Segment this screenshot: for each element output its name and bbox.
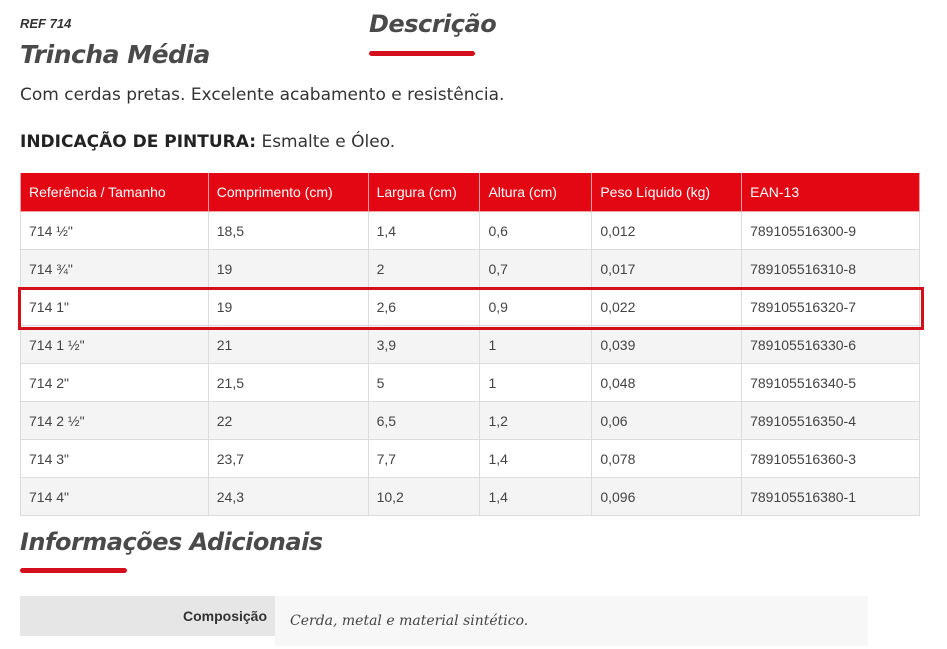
cell-altura: 1,2 bbox=[480, 402, 592, 440]
header-altura: Altura (cm) bbox=[480, 173, 592, 212]
cell-altura: 0,7 bbox=[480, 250, 592, 288]
cell-comprimento: 21,5 bbox=[208, 364, 368, 402]
cell-peso: 0,048 bbox=[592, 364, 742, 402]
cell-peso: 0,06 bbox=[592, 402, 742, 440]
cell-largura: 6,5 bbox=[368, 402, 480, 440]
cell-peso: 0,078 bbox=[592, 440, 742, 478]
table-row bbox=[21, 440, 920, 478]
cell-largura: 5 bbox=[368, 364, 480, 402]
table-header-row bbox=[21, 173, 920, 212]
cell-referencia: 714 ½" bbox=[21, 212, 209, 250]
cell-altura: 1,4 bbox=[480, 478, 592, 516]
cell-ean: 789105516360-3 bbox=[742, 440, 920, 478]
cell-comprimento: 21 bbox=[208, 326, 368, 364]
cell-referencia: 714 1 ½" bbox=[21, 326, 209, 364]
cell-referencia: 714 3" bbox=[21, 440, 209, 478]
header-peso: Peso Líquido (kg) bbox=[592, 173, 742, 212]
cell-referencia: 714 2 ½" bbox=[21, 402, 209, 440]
cell-comprimento: 24,3 bbox=[208, 478, 368, 516]
indicacao-label: INDICAÇÃO DE PINTURA: bbox=[20, 132, 257, 152]
cell-largura: 1,4 bbox=[368, 212, 480, 250]
table-row-highlighted bbox=[21, 288, 920, 326]
table-row bbox=[21, 402, 920, 440]
cell-referencia: 714 4" bbox=[21, 478, 209, 516]
table-row bbox=[21, 478, 920, 516]
indicacao-pintura bbox=[20, 132, 395, 152]
cell-largura: 7,7 bbox=[368, 440, 480, 478]
cell-peso: 0,012 bbox=[592, 212, 742, 250]
cell-ean: 789105516350-4 bbox=[742, 402, 920, 440]
cell-ean: 789105516310-8 bbox=[742, 250, 920, 288]
table-row bbox=[21, 212, 920, 250]
header-ean: EAN-13 bbox=[742, 173, 920, 212]
cell-peso: 0,096 bbox=[592, 478, 742, 516]
section-heading-informacoes: Informações Adicionais bbox=[20, 528, 323, 556]
cell-altura: 1 bbox=[480, 364, 592, 402]
cell-altura: 1,4 bbox=[480, 440, 592, 478]
table-row bbox=[21, 250, 920, 288]
cell-peso: 0,022 bbox=[592, 288, 742, 326]
cell-referencia: 714 ¾" bbox=[21, 250, 209, 288]
cell-comprimento: 22 bbox=[208, 402, 368, 440]
cell-ean: 789105516340-5 bbox=[742, 364, 920, 402]
header-referencia: Referência / Tamanho bbox=[21, 173, 209, 212]
cell-altura: 0,6 bbox=[480, 212, 592, 250]
informacoes-underline bbox=[20, 568, 127, 573]
cell-largura: 3,9 bbox=[368, 326, 480, 364]
cell-comprimento: 19 bbox=[208, 250, 368, 288]
table-row bbox=[21, 364, 920, 402]
section-heading-descricao: Descrição bbox=[369, 10, 497, 38]
product-ref: REF 714 bbox=[20, 16, 72, 31]
header-comprimento: Comprimento (cm) bbox=[208, 173, 368, 212]
cell-ean: 789105516380-1 bbox=[742, 478, 920, 516]
cell-largura: 2 bbox=[368, 250, 480, 288]
indicacao-value: Esmalte e Óleo. bbox=[256, 132, 396, 152]
cell-altura: 0,9 bbox=[480, 288, 592, 326]
cell-ean: 789105516300-9 bbox=[742, 212, 920, 250]
composicao-label: Composição bbox=[20, 596, 275, 636]
cell-peso: 0,039 bbox=[592, 326, 742, 364]
table-row bbox=[21, 326, 920, 364]
cell-peso: 0,017 bbox=[592, 250, 742, 288]
cell-ean: 789105516320-7 bbox=[742, 288, 920, 326]
spec-table bbox=[20, 173, 920, 516]
product-description: Com cerdas pretas. Excelente acabamento e resistência. bbox=[20, 85, 505, 105]
header-largura: Largura (cm) bbox=[368, 173, 480, 212]
cell-largura: 10,2 bbox=[368, 478, 480, 516]
cell-largura: 2,6 bbox=[368, 288, 480, 326]
cell-ean: 789105516330-6 bbox=[742, 326, 920, 364]
cell-altura: 1 bbox=[480, 326, 592, 364]
product-title: Trincha Média bbox=[20, 40, 210, 69]
cell-referencia: 714 1" bbox=[21, 288, 209, 326]
cell-comprimento: 19 bbox=[208, 288, 368, 326]
cell-comprimento: 23,7 bbox=[208, 440, 368, 478]
cell-referencia: 714 2" bbox=[21, 364, 209, 402]
composicao-value: Cerda, metal e material sintético. bbox=[275, 596, 868, 646]
cell-comprimento: 18,5 bbox=[208, 212, 368, 250]
descricao-underline bbox=[369, 51, 475, 56]
